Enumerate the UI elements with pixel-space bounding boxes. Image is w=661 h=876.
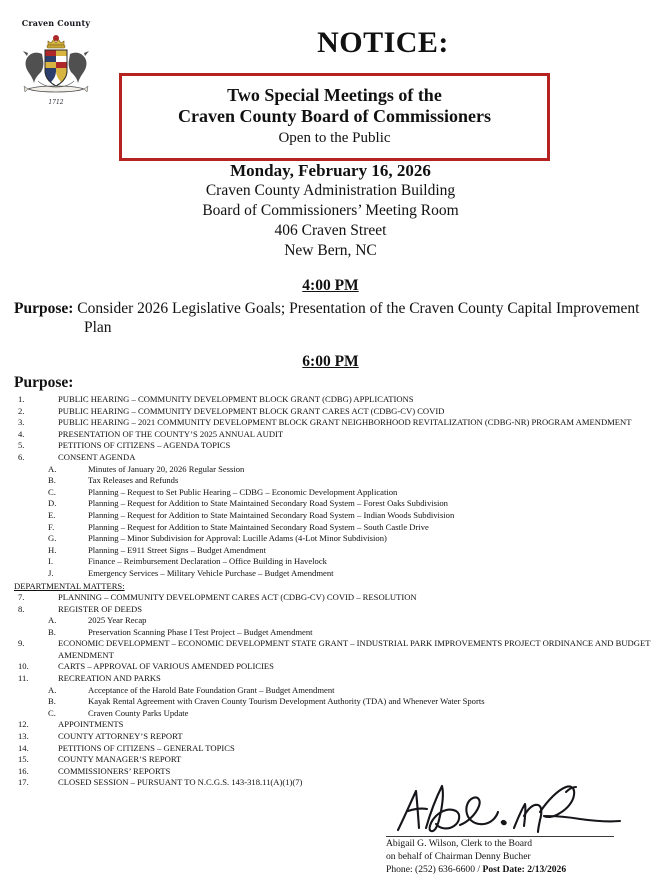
signature-rule xyxy=(386,836,614,837)
agenda-item xyxy=(0,429,661,441)
announcement-line-2: Craven County Board of Commissioners xyxy=(178,106,491,126)
agenda-subitem xyxy=(0,696,661,708)
agenda-item xyxy=(0,604,661,616)
agenda-item-text: CLOSED SESSION – PURSUANT TO N.C.G.S. 143-318.11(A)(1)(7) xyxy=(58,777,303,788)
agenda-item-text: Planning – Request for Addition to State Maintained Secondary Road System – Indian Woods Subdivision xyxy=(88,509,455,520)
agenda-item-text: REGISTER OF DEEDS xyxy=(58,603,143,614)
session-two-purpose-label: Purpose: xyxy=(14,374,74,391)
agenda-subitem xyxy=(0,498,661,510)
agenda-item-text: CARTS – APPROVAL OF VARIOUS AMENDED POLICIES xyxy=(58,661,274,672)
agenda-item-marker: 14. xyxy=(18,742,29,753)
agenda-items-group xyxy=(0,394,661,580)
agenda-item xyxy=(0,743,661,755)
agenda-subitem xyxy=(0,475,661,487)
on-behalf-line: on behalf of Chairman Denny Bucher xyxy=(386,851,531,862)
agenda-item-marker: J. xyxy=(48,567,54,578)
agenda-item-marker: 4. xyxy=(18,428,25,439)
agenda-item-text: Finance – Reimbursement Declaration – Office Building in Havelock xyxy=(88,556,327,567)
meeting-venue: Craven County Administration Building xyxy=(205,182,456,199)
agenda-item-text: PETITIONS OF CITIZENS – AGENDA TOPICS xyxy=(58,440,231,451)
agenda-subitem xyxy=(0,568,661,580)
agenda-item xyxy=(0,452,661,464)
page-title: NOTICE: xyxy=(317,26,449,59)
session-two-time: 6:00 PM xyxy=(302,353,359,370)
agenda-item-marker: 3. xyxy=(18,417,25,428)
agenda-item-text: Tax Releases and Refunds xyxy=(88,475,179,486)
agenda-item-marker: 5. xyxy=(18,440,25,451)
agenda-item-marker: C. xyxy=(48,707,56,718)
agenda-subitem xyxy=(0,615,661,627)
county-seal xyxy=(14,18,98,106)
agenda-item xyxy=(0,766,661,778)
departmental-items-group xyxy=(0,592,661,789)
agenda-item xyxy=(0,440,661,452)
agenda-item-marker: A. xyxy=(48,615,57,626)
agenda-item-text: PUBLIC HEARING – COMMUNITY DEVELOPMENT BLOCK GRANT CARES ACT (CDBG-CV) COVID xyxy=(58,405,445,416)
meeting-street: 406 Craven Street xyxy=(274,222,387,239)
agenda-item-text: Planning – E911 Street Signs – Budget Amendment xyxy=(88,544,266,555)
agenda-item-text: PETITIONS OF CITIZENS – GENERAL TOPICS xyxy=(58,742,235,753)
agenda-item-text: Planning – Request to Set Public Hearing – CDBG – Economic Development Application xyxy=(88,486,398,497)
agenda-item-marker: F. xyxy=(48,521,55,532)
agenda-item-marker: 10. xyxy=(18,661,29,672)
agenda-item-text: Preservation Scanning Phase I Test Project – Budget Amendment xyxy=(88,626,313,637)
agenda-item-marker: A. xyxy=(48,463,57,474)
agenda-item-marker: B. xyxy=(48,626,56,637)
agenda-item-marker: G. xyxy=(48,533,57,544)
post-date-label: Post Date: xyxy=(482,864,528,875)
agenda-item-marker: 7. xyxy=(18,591,25,602)
agenda-item-marker: E. xyxy=(48,509,56,520)
agenda-subitem xyxy=(0,685,661,697)
agenda-subitem xyxy=(0,708,661,720)
agenda-item-text: ECONOMIC DEVELOPMENT – ECONOMIC DEVELOPMENT STATE GRANT – INDUSTRIAL PARK IMPROVEMENTS PROJECT ORDINANCE AND BUDGET AMENDMENT xyxy=(58,638,651,660)
departmental-matters-header: DEPARTMENTAL MATTERS: xyxy=(14,580,125,591)
meeting-details xyxy=(0,160,661,261)
agenda-item-text: Minutes of January 20, 2026 Regular Session xyxy=(88,463,245,474)
agenda-item xyxy=(0,417,661,429)
document-header xyxy=(0,0,661,152)
agenda-item-marker: B. xyxy=(48,696,56,707)
seal-county-name: Craven County xyxy=(21,18,91,28)
seal-founding-year: 1712 xyxy=(48,99,64,106)
agenda-item-marker: 11. xyxy=(18,673,29,684)
agenda-subitem xyxy=(0,464,661,476)
agenda-subitem xyxy=(0,510,661,522)
meeting-room: Board of Commissioners’ Meeting Room xyxy=(202,202,459,219)
agenda-item-marker: H. xyxy=(48,544,57,555)
agenda-subitem xyxy=(0,556,661,568)
agenda-item-text: Emergency Services – Military Vehicle Purchase – Budget Amendment xyxy=(88,567,334,578)
agenda-item-marker: 15. xyxy=(18,754,29,765)
agenda-item-text: COUNTY MANAGER’S REPORT xyxy=(58,754,182,765)
highlighted-announcement-box xyxy=(119,73,550,161)
agenda-item-text: Acceptance of the Harold Bate Foundation Grant – Budget Amendment xyxy=(88,684,335,695)
agenda-item xyxy=(0,754,661,766)
phone-text: Phone: (252) 636-6600 / xyxy=(386,864,483,875)
agenda-item-text: PLANNING – COMMUNITY DEVELOPMENT CARES ACT (CDBG-CV) COVID – RESOLUTION xyxy=(58,591,417,602)
agenda-item-text: CONSENT AGENDA xyxy=(58,451,136,462)
agenda-item-text: APPOINTMENTS xyxy=(58,719,124,730)
signature-block xyxy=(386,778,648,876)
announcement-line-3: Open to the Public xyxy=(278,130,391,146)
agenda-item-text: 2025 Year Recap xyxy=(88,615,147,626)
agenda-item-text: Planning – Request for Addition to State Maintained Secondary Road System – Forest Oaks Subdivision xyxy=(88,498,448,509)
agenda-item-marker: 13. xyxy=(18,731,29,742)
agenda-item-marker: D. xyxy=(48,498,57,509)
agenda-item-marker: I. xyxy=(48,556,54,567)
agenda-item xyxy=(0,673,661,685)
agenda-item-text: PUBLIC HEARING – COMMUNITY DEVELOPMENT BLOCK GRANT (CDBG) APPLICATIONS xyxy=(58,394,414,404)
agenda-item-marker: 2. xyxy=(18,405,25,416)
post-date-value: 2/13/2026 xyxy=(527,864,567,875)
agenda-item-text: Planning – Request for Addition to State Maintained Secondary Road System – South Castle Drive xyxy=(88,521,429,532)
agenda-item-text: PRESENTATION OF THE COUNTY’S 2025 ANNUAL AUDIT xyxy=(58,428,284,439)
agenda-subitem xyxy=(0,487,661,499)
agenda-list xyxy=(0,394,661,789)
agenda-item-text: COUNTY ATTORNEY’S REPORT xyxy=(58,731,183,742)
agenda-item-marker: C. xyxy=(48,486,56,497)
agenda-item-text: RECREATION AND PARKS xyxy=(58,673,161,684)
agenda-item-text: Planning – Minor Subdivision for Approval: Lucille Adams (4-Lot Minor Subdivision) xyxy=(88,533,387,544)
agenda-item-marker: 9. xyxy=(18,638,25,649)
agenda-item xyxy=(0,638,661,661)
agenda-item-marker: 8. xyxy=(18,603,25,614)
agenda-item xyxy=(0,592,661,604)
agenda-item xyxy=(0,661,661,673)
agenda-subitem xyxy=(0,533,661,545)
session-one-purpose-text: Consider 2026 Legislative Goals; Presentation of the Craven County Capital Improvement Plan xyxy=(77,300,640,336)
agenda-subitem xyxy=(0,627,661,639)
announcement-line-1: Two Special Meetings of the xyxy=(227,85,442,105)
agenda-item-marker: 6. xyxy=(18,451,25,462)
agenda-item xyxy=(0,731,661,743)
session-one-purpose-label: Purpose: xyxy=(14,300,74,317)
agenda-item-marker: 17. xyxy=(18,777,29,788)
agenda-item-text: COMMISSIONERS’ REPORTS xyxy=(58,765,171,776)
agenda-item xyxy=(0,406,661,418)
agenda-item-marker: A. xyxy=(48,684,57,695)
agenda-item-marker: 16. xyxy=(18,765,29,776)
agenda-item-marker: B. xyxy=(48,475,56,486)
agenda-subitem xyxy=(0,522,661,534)
handwritten-signature-icon xyxy=(390,778,640,838)
phone-post-date-line xyxy=(386,864,648,876)
agenda-item-text: Craven County Parks Update xyxy=(88,707,189,718)
county-coat-of-arms-icon xyxy=(16,29,96,103)
agenda-item-text: PUBLIC HEARING – 2021 COMMUNITY DEVELOPMENT BLOCK GRANT NEIGHBORHOOD REVITALIZATION (CDBG-NR) PROGRAM AMENDMENT xyxy=(58,417,632,428)
meeting-city-state: New Bern, NC xyxy=(284,242,377,259)
clerk-name-line: Abigail G. Wilson, Clerk to the Board xyxy=(386,838,532,849)
agenda-item xyxy=(0,394,661,406)
agenda-item-marker: 1. xyxy=(18,394,25,404)
agenda-subitem xyxy=(0,545,661,557)
agenda-item-text: Kayak Rental Agreement with Craven County Tourism Development Authority (TDA) and Whenever Water Sports xyxy=(88,696,485,707)
agenda-item xyxy=(0,719,661,731)
meeting-date: Monday, February 16, 2026 xyxy=(230,161,431,180)
session-one-time: 4:00 PM xyxy=(302,277,359,294)
session-one-purpose xyxy=(14,299,661,337)
agenda-item-marker: 12. xyxy=(18,719,29,730)
